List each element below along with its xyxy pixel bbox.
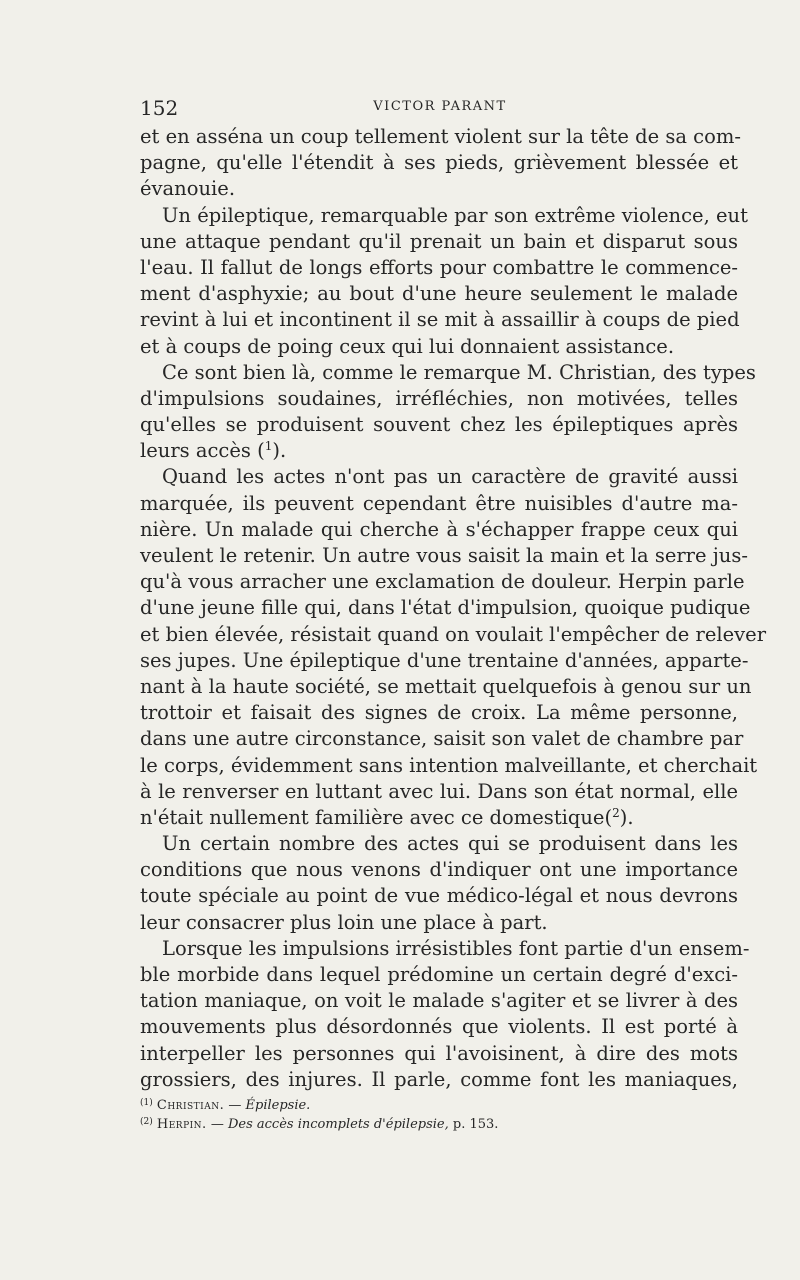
text-line: leur consacrer plus loin une place à part. <box>140 910 548 934</box>
text-line: ses jupes. Une épileptique d'une trentaine d'années, apparte- <box>140 648 749 672</box>
text-line: le corps, évidemment sans intention malveillante, et cherchait <box>140 753 758 777</box>
footnote-page: p. 153. <box>448 1117 499 1132</box>
footnote-title: Épilepsie. <box>245 1098 311 1113</box>
text-line: ment d'asphyxie; au bout d'une heure seulement le malade <box>140 282 738 306</box>
text-line: Un épileptique, remarquable par son extrême violence, eut <box>162 203 748 227</box>
footnotes <box>140 1094 740 1132</box>
text-line: ble morbide dans lequel prédomine un certain degré d'exci- <box>140 963 738 986</box>
footnote-ref-1: 1 <box>264 439 273 454</box>
footnote-title: Des accès incomplets d'épilepsie, <box>227 1117 449 1132</box>
text-line: mouvements plus désordonnés que violents. Il est porté à <box>140 1015 738 1039</box>
text-segment: n'était nullement familière avec ce domestique <box>140 805 605 829</box>
text-line: et à coups de poing ceux qui lui donnaient assistance. <box>140 334 675 358</box>
note-ref-open: ( <box>604 805 613 829</box>
footnote-ref-2: 2 <box>612 805 620 820</box>
text-line: trottoir et faisait des signes de croix. La même personne, <box>140 701 738 725</box>
text-line: pagne, qu'elle l'étendit à ses pieds, grièvement blessée et <box>140 151 738 175</box>
text-line: marquée, ils peuvent cependant être nuisibles d'autre ma- <box>140 491 738 515</box>
text-line: nant à la haute société, se mettait quelquefois à genou sur un <box>140 674 752 698</box>
text-line: Un certain nombre des actes qui se produisent dans les <box>162 832 738 856</box>
running-title: VICTOR PARANT <box>373 99 507 114</box>
text-line: Ce sont bien là, comme le remarque M. Christian, des types <box>162 360 756 384</box>
body-text <box>140 124 767 1093</box>
text-line: tation maniaque, on voit le malade s'agiter et se livrer à des <box>140 989 738 1013</box>
text-line: et en asséna un coup tellement violent sur la tête de sa com- <box>140 125 741 148</box>
footnote-author: Christian. <box>156 1098 225 1113</box>
footnote-separator: — <box>206 1117 228 1132</box>
text-line: une attaque pendant qu'il prenait un bain et disparut sous <box>140 229 738 253</box>
note-ref-open: ( <box>257 439 265 463</box>
text-line: toute spéciale au point de vue médico-légal et nous devrons <box>140 884 738 908</box>
text-line: évanouie. <box>140 177 236 201</box>
text-line: Lorsque les impulsions irrésistibles font partie d'un ensem- <box>162 936 750 960</box>
footnote-author: Herpin. <box>156 1117 207 1132</box>
text-line: d'une jeune fille qui, dans l'état d'impulsion, quoique pudique <box>140 596 751 620</box>
text-line: à le renverser en luttant avec lui. Dans son état normal, elle <box>140 779 738 803</box>
footnote-mark: (2) <box>140 1117 153 1127</box>
text-line: dans une autre circonstance, saisit son valet de chambre par <box>140 727 744 751</box>
page-header <box>140 96 740 120</box>
text-line: qu'elles se produisent souvent chez les épileptiques après <box>140 413 738 437</box>
text-line <box>140 805 738 831</box>
text-line: qu'à vous arracher une exclamation de douleur. Herpin parle <box>140 570 745 594</box>
footnote-2 <box>140 1113 740 1132</box>
text-line: et bien élevée, résistait quand on voulait l'empêcher de relever <box>140 622 767 646</box>
text-line: l'eau. Il fallut de longs efforts pour combattre le commence- <box>140 255 738 279</box>
text-line: d'impulsions soudaines, irréfléchies, non motivées, telles <box>140 386 738 410</box>
text-line: veulent le retenir. Un autre vous saisit la main et la serre jus- <box>140 544 748 567</box>
text-segment: leurs accès <box>140 439 251 463</box>
text-line: grossiers, des injures. Il parle, comme font les maniaques, <box>140 1067 738 1091</box>
note-ref-close: ). <box>272 439 287 463</box>
text-line: conditions que nous venons d'indiquer ont une importance <box>140 858 738 882</box>
text-line: nière. Un malade qui cherche à s'échapper frappe ceux qui <box>140 517 738 541</box>
text-line: Quand les actes n'ont pas un caractère de gravité aussi <box>162 465 738 489</box>
footnote-1 <box>140 1094 740 1113</box>
text-line: revint à lui et incontinent il se mit à assaillir à coups de pied <box>140 308 740 332</box>
footnote-separator: — <box>224 1098 246 1113</box>
note-ref-close: ). <box>619 805 634 829</box>
page-number: 152 <box>140 96 179 120</box>
text-line: interpeller les personnes qui l'avoisinent, à dire des mots <box>140 1041 738 1065</box>
text-line <box>140 438 738 464</box>
footnote-mark: (1) <box>140 1098 153 1108</box>
